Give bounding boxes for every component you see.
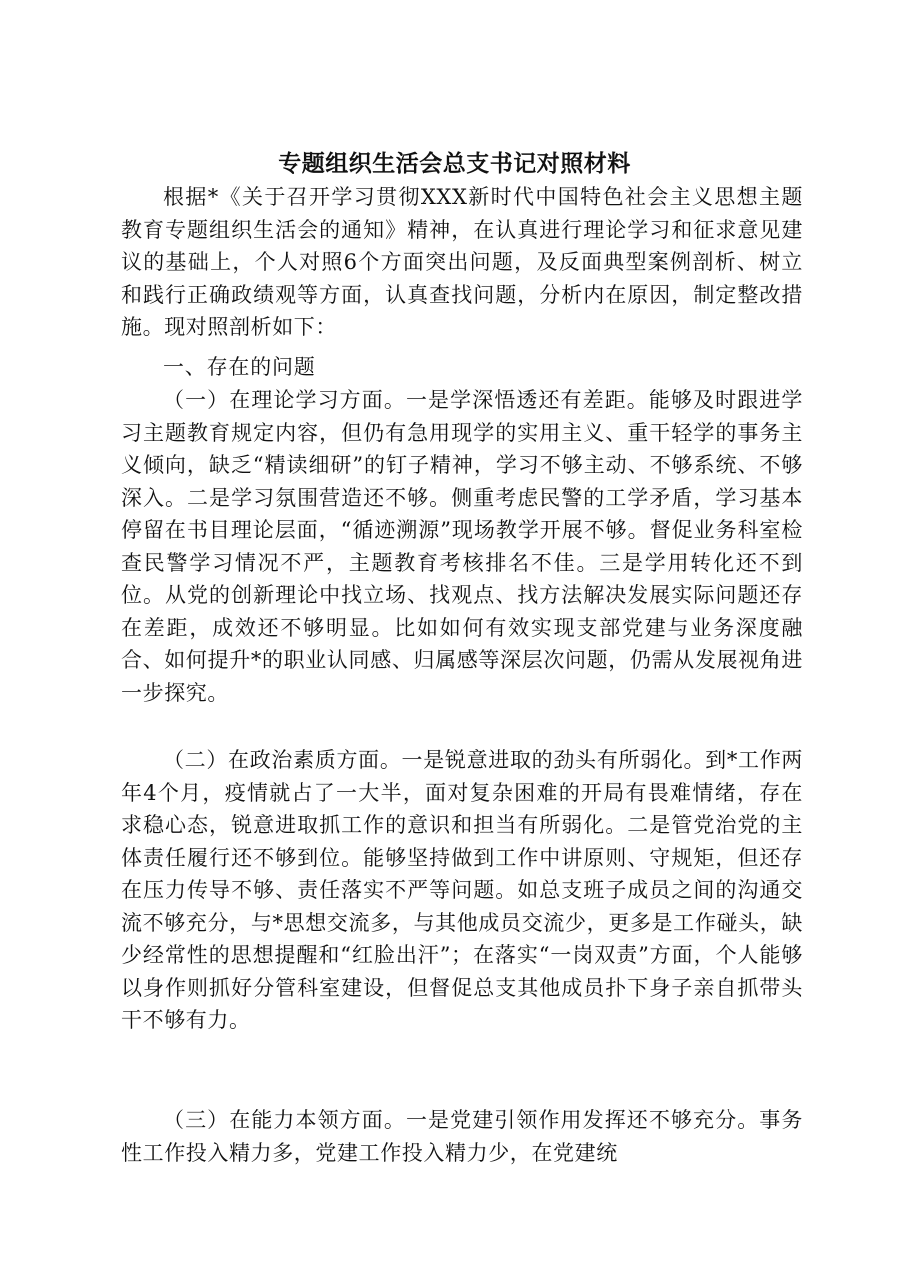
intro-paragraph: 根据*《关于召开学习贯彻XXX新时代中国特色社会主义思想主题教育专题组织生活会的通知》精神，在认真进行理论学习和征求意见建议的基础上，个人对照6个方面突出问题，及反面典型案例剖析、树立和践行正确政绩观等方面，认真查找问题，分析内在原因，制定整改措施。现对照剖析如下： (121, 185, 803, 339)
document-title: 专题组织生活会总支书记对照材料 (278, 150, 631, 177)
section-3-paragraph: （三）在能力本领方面。一是党建引领作用发挥还不够充分。事务性工作投入精力多，党建工作投入精力少，在党建统 (121, 1108, 803, 1165)
section-2-block (121, 744, 803, 1037)
section-1-paragraph: （一）在理论学习方面。一是学深悟透还有差距。能够及时跟进学习主题教育规定内容，但仍有急用现学的实用主义、重干轻学的事务主义倾向，缺乏“精读细研”的钉子精神，学习不够主动、不够系统、不够深入。二是学习氛围营造还不够。侧重考虑民警的工学矛盾，学习基本停留在书目理论层面，“循迹溯源”现场教学开展不够。督促业务科室检查民警学习情况不严，主题教育考核排名不佳。三是学用转化还不到位。从党的创新理论中找立场、找观点、找方法解决发展实际问题还存在差距，成效还不够明显。比如如何有效实现支部党建与业务深度融合、如何提升*的职业认同感、归属感等深层次问题，仍需从发展视角进一步探究。 (121, 388, 803, 705)
intro-paragraph-block (121, 181, 803, 344)
section-heading: 一、存在的问题 (163, 355, 316, 379)
section-3-block (121, 1104, 803, 1169)
section-2-paragraph: （二）在政治素质方面。一是锐意进取的劲头有所弱化。到*工作两年4个月，疫情就占了一大半，面对复杂困难的开局有畏难情绪，存在求稳心态，锐意进取抓工作的意识和担当有所弱化。二是管党治党的主体责任履行还不够到位。能够坚持做到工作中讲原则、守规矩，但还存在压力传导不够、责任落实不严等问题。如总支班子成员之间的沟通交流不够充分，与*思想交流多，与其他成员交流少，更多是工作碰头，缺少经常性的思想提醒和“红脸出汗”；在落实“一岗双责”方面，个人能够以身作则抓好分管科室建设，但督促总支其他成员扑下身子亲自抓带头干不够有力。 (121, 748, 803, 1032)
section-1-block (121, 384, 803, 709)
